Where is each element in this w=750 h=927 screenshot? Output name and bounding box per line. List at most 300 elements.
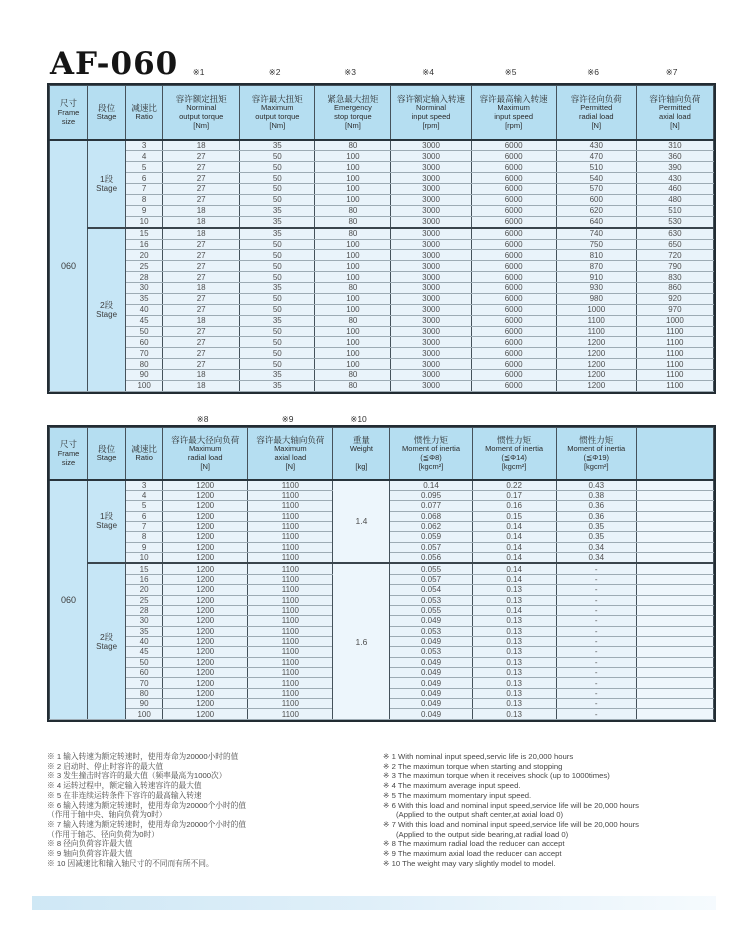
table1-footnote-marks: [47, 67, 712, 79]
value-cell: 0.056: [390, 553, 472, 564]
value-cell: 1100: [636, 348, 713, 359]
value-cell: 1100: [248, 605, 333, 615]
value-cell: 1100: [556, 315, 636, 326]
value-cell: 0.068: [390, 511, 472, 521]
value-cell: 1200: [163, 563, 248, 574]
value-cell: -: [556, 605, 636, 615]
column-header: 尺寸 Frame size: [50, 428, 88, 480]
value-cell: 3000: [391, 140, 471, 151]
table-row: [50, 326, 714, 337]
footnotes-chinese: [47, 752, 379, 868]
value-cell: 0.38: [556, 490, 636, 500]
value-cell: 3000: [391, 304, 471, 315]
ratio-cell: 30: [126, 283, 163, 294]
value-cell: 540: [556, 173, 636, 184]
value-cell: 930: [556, 283, 636, 294]
value-cell: 6000: [471, 326, 556, 337]
table-row: [50, 239, 714, 250]
ratio-cell: 15: [126, 563, 163, 574]
value-cell: 1200: [163, 511, 248, 521]
value-cell: -: [556, 668, 636, 678]
footnote-line: ※ 4 运转过程中，额定输入转速容许的最大值: [47, 781, 202, 791]
value-cell: 0.055: [390, 563, 472, 574]
value-cell: 0.095: [390, 490, 472, 500]
value-cell: 50: [240, 304, 315, 315]
value-cell: 1100: [248, 553, 333, 564]
value-cell: 6000: [471, 261, 556, 272]
ratio-cell: 100: [126, 380, 163, 391]
value-cell: 100: [315, 151, 391, 162]
footnote-line: ※ 9 轴向负荷容许最大值: [47, 849, 133, 859]
value-cell: 6000: [471, 304, 556, 315]
empty-cell: [636, 626, 713, 636]
ratio-cell: 8: [126, 194, 163, 205]
value-cell: 80: [315, 283, 391, 294]
value-cell: 6000: [471, 348, 556, 359]
footnote-line: (Applied to the output shaft center,at axial load 0): [396, 810, 564, 820]
value-cell: 100: [315, 304, 391, 315]
decorative-bottom-band: [32, 896, 716, 910]
value-cell: -: [556, 585, 636, 595]
value-cell: 0.35: [556, 532, 636, 542]
value-cell: 1200: [163, 480, 248, 491]
column-header: 容许最大扭矩 Maximum output torque [Nm]: [240, 86, 315, 140]
value-cell: 27: [163, 151, 240, 162]
value-cell: 430: [556, 140, 636, 151]
ratio-cell: 16: [126, 574, 163, 584]
ratio-cell: 10: [126, 216, 163, 227]
value-cell: 0.14: [472, 542, 556, 552]
value-cell: 80: [315, 315, 391, 326]
table-row: [50, 272, 714, 283]
value-cell: 910: [556, 272, 636, 283]
footnote-line: ※ 6 With this load and nominal input speed,service life will be 20,000 hours: [383, 800, 639, 810]
empty-cell: [636, 647, 713, 657]
empty-cell: [636, 511, 713, 521]
value-cell: 1200: [163, 626, 248, 636]
value-cell: 470: [556, 151, 636, 162]
footnote-mark: ※1: [192, 67, 205, 77]
value-cell: 100: [315, 272, 391, 283]
value-cell: 1100: [556, 326, 636, 337]
value-cell: 100: [315, 293, 391, 304]
value-cell: 6000: [471, 293, 556, 304]
value-cell: 1200: [163, 521, 248, 531]
value-cell: 1100: [248, 688, 333, 698]
footnote-mark: ※3: [344, 67, 356, 77]
value-cell: 3000: [391, 162, 471, 173]
empty-cell: [636, 574, 713, 584]
value-cell: 0.34: [556, 542, 636, 552]
column-header: 重量 Weight [kg]: [333, 428, 390, 480]
value-cell: 100: [315, 359, 391, 370]
ratio-cell: 90: [126, 370, 163, 381]
ratio-cell: 45: [126, 315, 163, 326]
footnote-line: ※ 2 启动时、停止时容许的最大值: [47, 761, 164, 771]
value-cell: 6000: [471, 184, 556, 195]
footnote-line: (Applied to the output side bearing,at radial load 0): [396, 829, 569, 839]
footnotes-english: [383, 752, 728, 868]
value-cell: 3000: [391, 173, 471, 184]
value-cell: 980: [556, 293, 636, 304]
value-cell: 100: [315, 239, 391, 250]
value-cell: 6000: [471, 173, 556, 184]
ratio-cell: 20: [126, 250, 163, 261]
ratio-cell: 50: [126, 326, 163, 337]
value-cell: 50: [240, 162, 315, 173]
ratio-cell: 3: [126, 480, 163, 491]
footnote-mark: ※10: [350, 414, 367, 424]
value-cell: 3000: [391, 370, 471, 381]
value-cell: 27: [163, 272, 240, 283]
value-cell: 3000: [391, 359, 471, 370]
value-cell: 1200: [163, 553, 248, 564]
column-header: 尺寸 Frame size: [50, 86, 88, 140]
value-cell: 3000: [391, 380, 471, 391]
value-cell: 18: [163, 216, 240, 227]
value-cell: 1100: [636, 337, 713, 348]
value-cell: 18: [163, 370, 240, 381]
value-cell: 1200: [163, 668, 248, 678]
value-cell: 740: [556, 228, 636, 239]
value-cell: 0.057: [390, 542, 472, 552]
value-cell: 630: [636, 228, 713, 239]
value-cell: -: [556, 595, 636, 605]
empty-cell: [636, 699, 713, 709]
ratings-table-header-row: [50, 86, 714, 140]
column-header: 容许额定扭矩 Norminal output torque [Nm]: [163, 86, 240, 140]
value-cell: 6000: [471, 216, 556, 227]
value-cell: 0.13: [472, 657, 556, 667]
table-row: [50, 140, 714, 151]
value-cell: 0.062: [390, 521, 472, 531]
value-cell: 460: [636, 184, 713, 195]
value-cell: 1100: [248, 709, 333, 720]
value-cell: 810: [556, 250, 636, 261]
value-cell: 1200: [163, 501, 248, 511]
ratio-cell: 7: [126, 521, 163, 531]
table-row: [50, 151, 714, 162]
value-cell: -: [556, 563, 636, 574]
value-cell: 0.054: [390, 585, 472, 595]
value-cell: 0.049: [390, 636, 472, 646]
empty-cell: [636, 553, 713, 564]
value-cell: 6000: [471, 283, 556, 294]
footnote-line: ※ 9 The maximum axial load the reducer can accept: [383, 849, 562, 859]
ratio-cell: 30: [126, 616, 163, 626]
footnote-mark: ※4: [422, 67, 434, 77]
value-cell: 1200: [556, 337, 636, 348]
value-cell: 6000: [471, 239, 556, 250]
table-row: [50, 194, 714, 205]
footnote-mark: ※9: [281, 414, 294, 424]
table-row: [50, 370, 714, 381]
value-cell: 6000: [471, 250, 556, 261]
value-cell: 1100: [248, 616, 333, 626]
value-cell: 80: [315, 216, 391, 227]
value-cell: 3000: [391, 293, 471, 304]
empty-cell: [636, 595, 713, 605]
table-row: [50, 315, 714, 326]
value-cell: 870: [556, 261, 636, 272]
table-row: [50, 480, 714, 491]
value-cell: 0.35: [556, 521, 636, 531]
value-cell: 3000: [391, 315, 471, 326]
empty-cell: [636, 688, 713, 698]
ratio-cell: 35: [126, 626, 163, 636]
value-cell: 0.13: [472, 647, 556, 657]
footnote-line: （作用于轴芯、径向负荷为0时）: [47, 829, 159, 839]
value-cell: 35: [240, 228, 315, 239]
value-cell: 970: [636, 304, 713, 315]
value-cell: 0.14: [472, 563, 556, 574]
column-header: 容许最大径向负荷 Maximum radial load [N]: [163, 428, 248, 480]
value-cell: 0.049: [390, 699, 472, 709]
value-cell: 1200: [163, 616, 248, 626]
column-header: 减速比 Ratio: [126, 86, 163, 140]
empty-cell: [636, 480, 713, 491]
value-cell: 1100: [248, 574, 333, 584]
value-cell: 1200: [163, 490, 248, 500]
value-cell: 50: [240, 239, 315, 250]
value-cell: 1200: [163, 647, 248, 657]
column-header: 容许径向负荷 Permitted radial load [N]: [556, 86, 636, 140]
value-cell: 1100: [636, 370, 713, 381]
value-cell: 1200: [556, 359, 636, 370]
value-cell: 100: [315, 162, 391, 173]
value-cell: 50: [240, 337, 315, 348]
ratio-cell: 9: [126, 542, 163, 552]
column-header: 减速比 Ratio: [126, 428, 163, 480]
value-cell: 27: [163, 359, 240, 370]
value-cell: 50: [240, 359, 315, 370]
footnote-line: ※ 10 The weight may vary slightly model to model.: [383, 858, 556, 868]
value-cell: 50: [240, 261, 315, 272]
value-cell: 390: [636, 162, 713, 173]
value-cell: 100: [315, 194, 391, 205]
ratings-table: [49, 85, 714, 392]
table-row: [50, 348, 714, 359]
value-cell: 3000: [391, 250, 471, 261]
value-cell: 0.43: [556, 480, 636, 491]
ratio-cell: 25: [126, 261, 163, 272]
value-cell: 750: [556, 239, 636, 250]
value-cell: 27: [163, 337, 240, 348]
value-cell: 27: [163, 250, 240, 261]
value-cell: 600: [556, 194, 636, 205]
footnote-mark: ※2: [268, 67, 281, 77]
frame-size-cell: 060: [50, 140, 88, 392]
value-cell: 80: [315, 140, 391, 151]
table-row: [50, 250, 714, 261]
footnote-line: ※ 2 The maximun torque when starting and stopping: [383, 761, 563, 771]
value-cell: 1200: [163, 699, 248, 709]
empty-cell: [636, 616, 713, 626]
value-cell: 3000: [391, 228, 471, 239]
ratio-cell: 5: [126, 501, 163, 511]
value-cell: 3000: [391, 337, 471, 348]
value-cell: 1100: [248, 480, 333, 491]
footnote-mark: ※6: [587, 67, 599, 77]
value-cell: 1100: [248, 532, 333, 542]
value-cell: 27: [163, 261, 240, 272]
value-cell: -: [556, 688, 636, 698]
value-cell: 0.34: [556, 553, 636, 564]
weight-cell: 1.6: [333, 563, 390, 719]
value-cell: 0.053: [390, 595, 472, 605]
value-cell: 50: [240, 348, 315, 359]
empty-cell: [636, 605, 713, 615]
value-cell: 27: [163, 326, 240, 337]
value-cell: 510: [636, 205, 713, 216]
value-cell: 0.14: [472, 605, 556, 615]
ratio-cell: 28: [126, 605, 163, 615]
ratio-cell: 6: [126, 511, 163, 521]
empty-cell: [636, 636, 713, 646]
ratio-cell: 35: [126, 293, 163, 304]
empty-cell: [636, 501, 713, 511]
value-cell: 100: [315, 348, 391, 359]
value-cell: 1200: [556, 380, 636, 391]
value-cell: 3000: [391, 272, 471, 283]
value-cell: 50: [240, 250, 315, 261]
ratio-cell: 8: [126, 532, 163, 542]
value-cell: 1100: [248, 678, 333, 688]
value-cell: 1000: [636, 315, 713, 326]
empty-cell: [636, 657, 713, 667]
stage-cell: 2段 Stage: [88, 563, 126, 719]
value-cell: 0.077: [390, 501, 472, 511]
value-cell: 1200: [163, 605, 248, 615]
value-cell: 1200: [163, 542, 248, 552]
value-cell: 0.17: [472, 490, 556, 500]
value-cell: 0.13: [472, 688, 556, 698]
table-row: [50, 304, 714, 315]
value-cell: 27: [163, 293, 240, 304]
value-cell: 1100: [636, 359, 713, 370]
table-row: [50, 337, 714, 348]
value-cell: 0.049: [390, 668, 472, 678]
value-cell: 18: [163, 205, 240, 216]
column-header: 惯性力矩 Moment of inertia (≦Φ8) [kgcm²]: [390, 428, 472, 480]
value-cell: 35: [240, 315, 315, 326]
value-cell: -: [556, 657, 636, 667]
value-cell: 35: [240, 140, 315, 151]
value-cell: 1200: [163, 688, 248, 698]
value-cell: 0.22: [472, 480, 556, 491]
value-cell: 1100: [248, 585, 333, 595]
value-cell: 0.15: [472, 511, 556, 521]
stage-cell: 1段 Stage: [88, 480, 126, 564]
value-cell: 27: [163, 194, 240, 205]
footnote-line: ※ 8 径向负荷容许最大值: [47, 839, 133, 849]
footnote-line: （作用于轴中央、轴向负荷为0时）: [47, 810, 167, 820]
ratio-cell: 25: [126, 595, 163, 605]
value-cell: 6000: [471, 205, 556, 216]
value-cell: 1100: [248, 563, 333, 574]
value-cell: 790: [636, 261, 713, 272]
empty-cell: [636, 563, 713, 574]
table-row: [50, 184, 714, 195]
value-cell: 6000: [471, 315, 556, 326]
value-cell: 6000: [471, 151, 556, 162]
value-cell: 1200: [556, 370, 636, 381]
value-cell: 50: [240, 173, 315, 184]
footnote-mark: ※8: [196, 414, 209, 424]
footnote-line: ※ 1 With nominal input speed,servic life is 20,000 hours: [383, 752, 574, 761]
value-cell: 0.049: [390, 709, 472, 720]
ratio-cell: 4: [126, 151, 163, 162]
column-header: 惯性力矩 Moment of inertia (≦Φ19) [kgcm²]: [556, 428, 636, 480]
value-cell: 50: [240, 326, 315, 337]
value-cell: 35: [240, 216, 315, 227]
value-cell: 50: [240, 293, 315, 304]
ratio-cell: 45: [126, 647, 163, 657]
footnote-line: ※ 5 在非连续运转条件下容许的最高输入转速: [47, 790, 202, 800]
table-row: [50, 359, 714, 370]
value-cell: 0.13: [472, 595, 556, 605]
value-cell: 640: [556, 216, 636, 227]
value-cell: 1100: [248, 595, 333, 605]
footnote-line: ※ 6 输入转速为额定转速时，使用寿命为20000个小时的值: [47, 800, 247, 810]
value-cell: 0.14: [472, 532, 556, 542]
value-cell: 18: [163, 315, 240, 326]
column-header: 紧急最大扭矩 Emergency stop torque [Nm]: [315, 86, 391, 140]
value-cell: 6000: [471, 359, 556, 370]
value-cell: 100: [315, 261, 391, 272]
value-cell: 1100: [248, 647, 333, 657]
value-cell: 27: [163, 173, 240, 184]
footnote-line: ※ 10 因减速比和输入轴尺寸的不同而有所不同。: [47, 858, 214, 868]
value-cell: 6000: [471, 228, 556, 239]
value-cell: 18: [163, 228, 240, 239]
value-cell: 1100: [248, 521, 333, 531]
ratio-cell: 10: [126, 553, 163, 564]
value-cell: 530: [636, 216, 713, 227]
value-cell: 0.13: [472, 626, 556, 636]
ratio-cell: 4: [126, 490, 163, 500]
ratio-cell: 60: [126, 337, 163, 348]
value-cell: -: [556, 678, 636, 688]
ratio-cell: 3: [126, 140, 163, 151]
value-cell: 35: [240, 370, 315, 381]
value-cell: 830: [636, 272, 713, 283]
value-cell: 1100: [636, 326, 713, 337]
value-cell: 0.059: [390, 532, 472, 542]
value-cell: 570: [556, 184, 636, 195]
value-cell: 1100: [248, 636, 333, 646]
empty-cell: [636, 521, 713, 531]
value-cell: 1200: [163, 657, 248, 667]
value-cell: 50: [240, 184, 315, 195]
empty-cell: [636, 709, 713, 720]
value-cell: 480: [636, 194, 713, 205]
value-cell: 0.13: [472, 709, 556, 720]
value-cell: 3000: [391, 261, 471, 272]
ratio-cell: 16: [126, 239, 163, 250]
value-cell: 1100: [248, 657, 333, 667]
footnote-line: ※ 1 输入转速为额定转速时，使用寿命为20000小时的值: [47, 752, 239, 761]
value-cell: 0.055: [390, 605, 472, 615]
value-cell: 0.049: [390, 616, 472, 626]
value-cell: 1200: [163, 678, 248, 688]
value-cell: 3000: [391, 194, 471, 205]
value-cell: 0.14: [472, 574, 556, 584]
value-cell: 100: [315, 173, 391, 184]
value-cell: 620: [556, 205, 636, 216]
value-cell: 6000: [471, 272, 556, 283]
ratio-cell: 9: [126, 205, 163, 216]
